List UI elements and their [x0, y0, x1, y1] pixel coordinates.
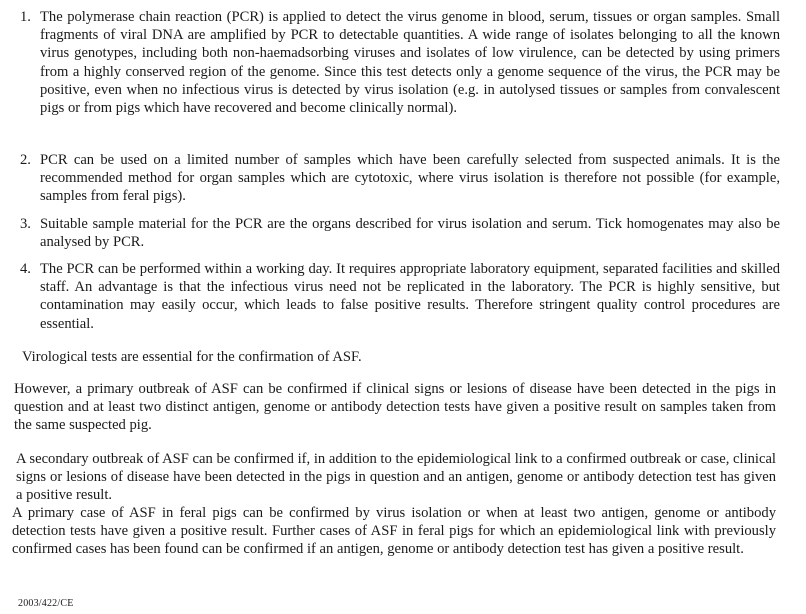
item-number: 2.: [20, 152, 31, 168]
item-number: 3.: [20, 216, 31, 232]
numbered-item-1: [20, 8, 780, 117]
item-text: Suitable sample material for the PCR are the organs described for virus isolation and serum. Tick homogenates may also be analysed by PCR.: [40, 216, 780, 251]
numbered-item-2: [20, 151, 780, 206]
document-reference: 2003/422/CE: [18, 598, 74, 609]
paragraph-secondary-outbreak: A secondary outbreak of ASF can be confirmed if, in addition to the epidemiological link to a confirmed outbreak or case, clinical signs or lesions of disease have been detected in the pigs in question and an antigen, genome or antibody detection test has given a positive result.: [16, 451, 776, 504]
item-text: PCR can be used on a limited number of samples which have been carefully selected from suspected animals. It is the recommended method for organ samples which are cytotoxic, where virus isolation is therefore not possible (for example, samples from feral pigs).: [40, 152, 780, 205]
item-number: 1.: [20, 9, 31, 25]
paragraph-primary-outbreak: However, a primary outbreak of ASF can be confirmed if clinical signs or lesions of disease have been detected in the pigs in question and at least two distinct antigen, genome or antibody detection tests have given a positive result on samples taken from the same suspected pig.: [14, 381, 776, 434]
paragraph-virological-tests: Virological tests are essential for the confirmation of ASF.: [22, 349, 362, 365]
paragraph-feral-pigs: A primary case of ASF in feral pigs can be confirmed by virus isolation or when at least two antigen, genome or antibody detection tests have given a positive result. Further cases of ASF in feral pigs for which an epidemiological link with previously confirmed cases has been found can be confirmed if an antigen, genome or antibody detection test has given a positive result.: [12, 505, 776, 558]
item-text: The PCR can be performed within a working day. It requires appropriate laboratory equipment, separated facilities and skilled staff. An advantage is that the infectious virus need not be replicated in the laboratory. The PCR is highly sensitive, but contamination may easily occur, which leads to false positive results. Therefore stringent quality control procedures are essential.: [40, 261, 780, 332]
item-text: The polymerase chain reaction (PCR) is applied to detect the virus genome in blood, serum, tissues or organ samples. Small fragments of viral DNA are amplified by PCR to detectable quantities. A wide range of isolates belonging to all the known virus genotypes, including both non-haemadsorbing viruses and isolates of low virulence, can be detected by using primers from a highly conserved region of the genome. Since this test detects only a genome sequence of the virus, the PCR may be positive, even when no infectious virus is detected by virus isolation (e.g. in autolysed tissues or samples from convalescent pigs or from pigs which have recovered and become clinically normal).: [40, 9, 780, 117]
numbered-item-4: [20, 260, 780, 333]
item-number: 4.: [20, 261, 31, 277]
numbered-item-3: [20, 215, 780, 251]
